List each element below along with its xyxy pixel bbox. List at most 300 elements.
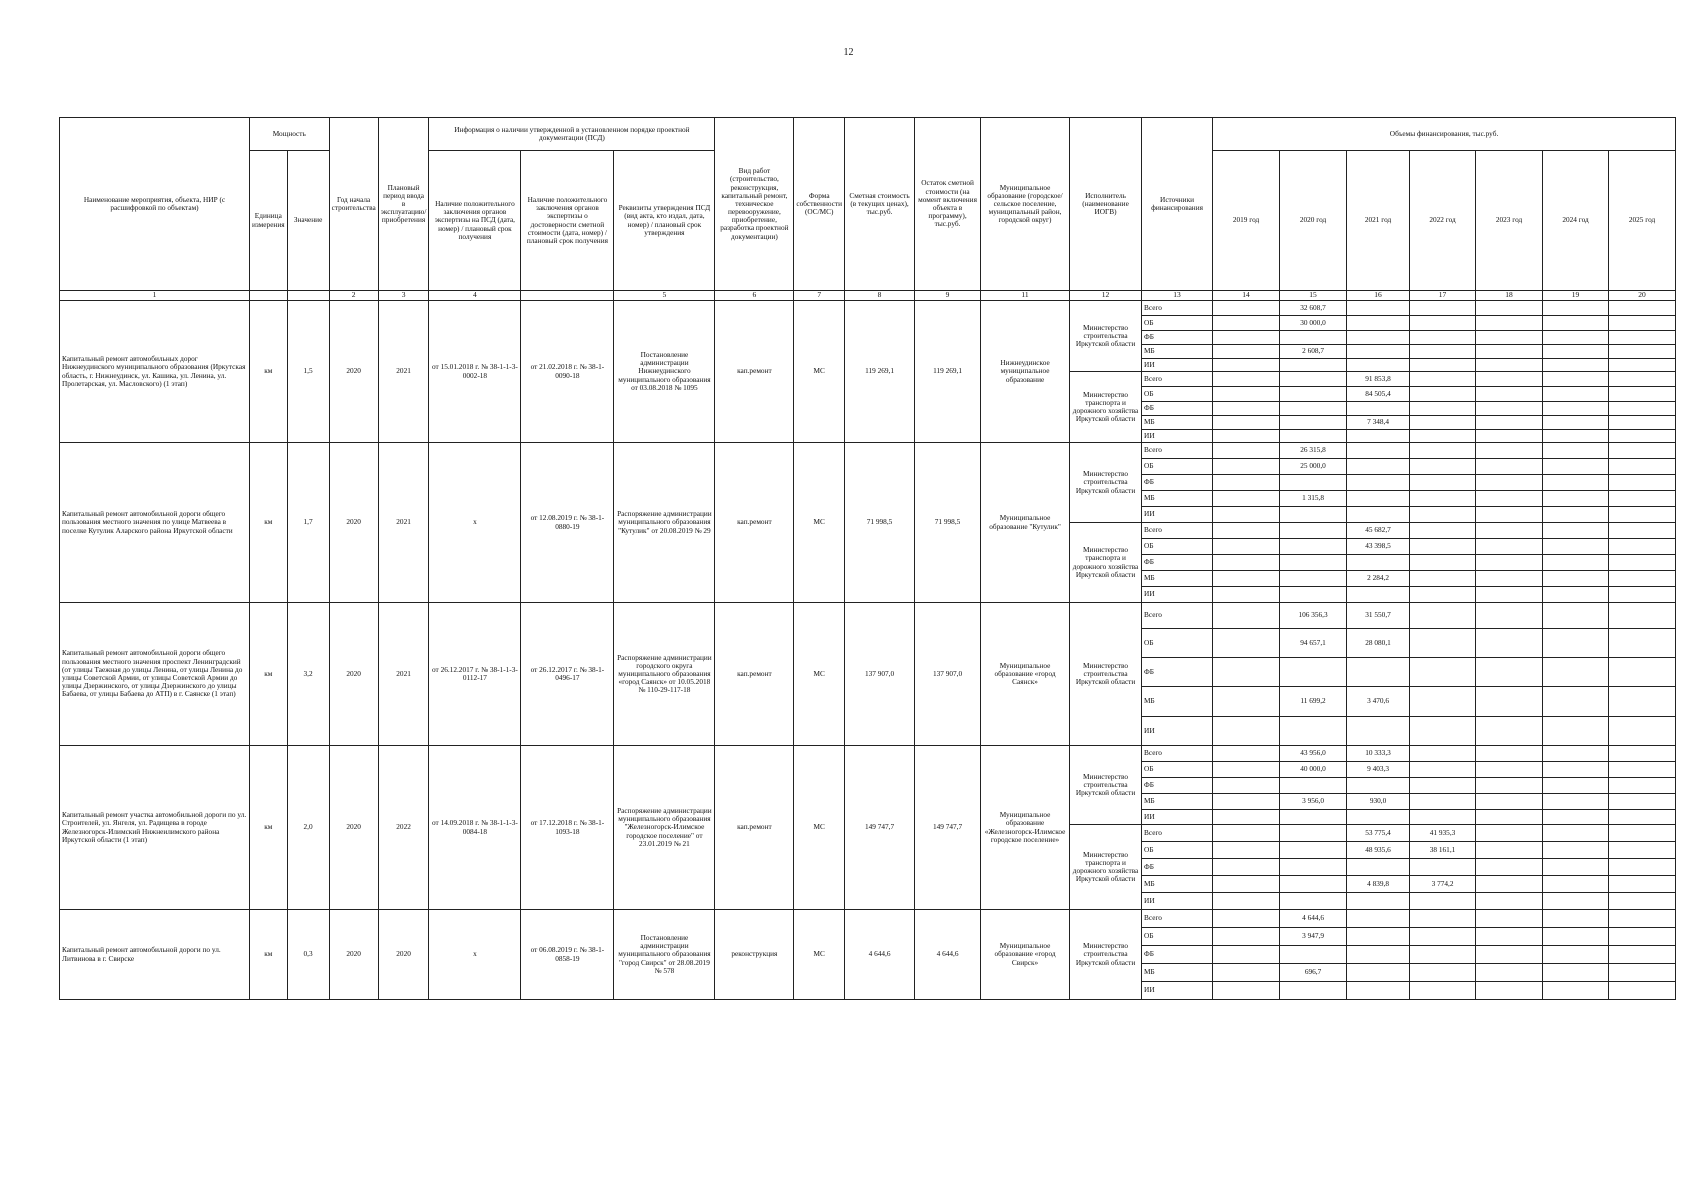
row-cost-expertise: от 17.12.2018 г. № 38-1-1093-18 bbox=[521, 746, 614, 910]
funding-value bbox=[1476, 762, 1543, 778]
funding-value bbox=[1476, 571, 1543, 587]
row-remaining-cost: 149 747,7 bbox=[915, 746, 981, 910]
header-sources: Источники финансирования bbox=[1142, 118, 1213, 291]
header-start-year: Год начала строительства bbox=[329, 118, 378, 291]
row-approval: Постановление администрации Нижнеудинского муниципального образования от 03.08.2018 № 1095 bbox=[614, 301, 715, 443]
header-funding: Объемы финансирования, тыс.руб. bbox=[1213, 118, 1676, 151]
row-name: Капитальный ремонт автомобильной дороги по ул. Литвинова в г. Свирске bbox=[60, 910, 250, 1000]
header-year: 2025 год bbox=[1609, 151, 1676, 291]
funding-value bbox=[1213, 301, 1280, 316]
header-executor: Исполнитель (наименование ИОГВ) bbox=[1070, 118, 1142, 291]
funding-value bbox=[1609, 402, 1676, 416]
funding-value bbox=[1543, 876, 1609, 893]
funding-value: 53 775,4 bbox=[1347, 825, 1410, 842]
funding-value bbox=[1609, 910, 1676, 928]
funding-value bbox=[1213, 443, 1280, 459]
source-label: ФБ bbox=[1142, 946, 1213, 964]
funding-value bbox=[1347, 810, 1410, 825]
funding-value: 91 853,8 bbox=[1347, 372, 1410, 387]
funding-value bbox=[1476, 825, 1543, 842]
source-label: Всего bbox=[1142, 301, 1213, 316]
row-start-year: 2020 bbox=[329, 443, 378, 603]
funding-value bbox=[1347, 778, 1410, 794]
funding-value bbox=[1347, 491, 1410, 507]
row-unit: км bbox=[250, 603, 288, 746]
funding-value bbox=[1543, 331, 1609, 345]
funding-value bbox=[1543, 658, 1609, 687]
funding-value bbox=[1410, 416, 1476, 430]
funding-value bbox=[1213, 842, 1280, 859]
funding-value bbox=[1213, 687, 1280, 717]
funding-value bbox=[1213, 571, 1280, 587]
funding-value: 3 947,9 bbox=[1280, 928, 1347, 946]
funding-value bbox=[1543, 982, 1609, 1000]
funding-value bbox=[1213, 331, 1280, 345]
row-estimated-cost: 71 998,5 bbox=[845, 443, 915, 603]
row-approval: Распоряжение администрации городского округа муниципального образования «город Саянск» от 10.05.2018 № 110-29-117-18 bbox=[614, 603, 715, 746]
funding-value bbox=[1213, 762, 1280, 778]
funding-value bbox=[1476, 372, 1543, 387]
funding-value: 31 550,7 bbox=[1347, 603, 1410, 629]
funding-value bbox=[1280, 372, 1347, 387]
funding-value bbox=[1609, 825, 1676, 842]
funding-value bbox=[1347, 587, 1410, 603]
source-label: ФБ bbox=[1142, 778, 1213, 794]
header-ownership: Форма собственности (ОС/МС) bbox=[794, 118, 845, 291]
row-estimated-cost: 149 747,7 bbox=[845, 746, 915, 910]
source-label: ИИ bbox=[1142, 893, 1213, 910]
source-label: МБ bbox=[1142, 794, 1213, 810]
row-municipality: Муниципальное образование «город Саянск» bbox=[981, 603, 1070, 746]
funding-value: 4 644,6 bbox=[1280, 910, 1347, 928]
header-year: 2019 год bbox=[1213, 151, 1280, 291]
funding-value bbox=[1280, 893, 1347, 910]
funding-value bbox=[1410, 893, 1476, 910]
funding-value bbox=[1609, 459, 1676, 475]
funding-value bbox=[1609, 746, 1676, 762]
row-value: 0,3 bbox=[287, 910, 329, 1000]
header-psd-expertise: Наличие положительного заключения органов экспертизы на ПСД (дата, номер) / плановый срок получения bbox=[429, 151, 521, 291]
funding-value bbox=[1347, 331, 1410, 345]
funding-value bbox=[1476, 794, 1543, 810]
funding-value: 106 356,3 bbox=[1280, 603, 1347, 629]
row-start-year: 2020 bbox=[329, 910, 378, 1000]
row-psd-expertise: х bbox=[429, 910, 521, 1000]
funding-value bbox=[1280, 876, 1347, 893]
row-remaining-cost: 71 998,5 bbox=[915, 443, 981, 603]
funding-value bbox=[1609, 893, 1676, 910]
funding-value bbox=[1280, 416, 1347, 430]
source-label: МБ bbox=[1142, 416, 1213, 430]
row-executor: Министерство строительства Иркутской области bbox=[1070, 603, 1142, 746]
row-value: 1,7 bbox=[287, 443, 329, 603]
funding-value bbox=[1543, 587, 1609, 603]
funding-value: 28 080,1 bbox=[1347, 629, 1410, 658]
funding-value bbox=[1213, 859, 1280, 876]
funding-value bbox=[1347, 658, 1410, 687]
funding-value bbox=[1213, 876, 1280, 893]
funding-value bbox=[1476, 810, 1543, 825]
source-label: ИИ bbox=[1142, 430, 1213, 443]
funding-value bbox=[1280, 842, 1347, 859]
header-estimated-cost: Сметная стоимость (в текущих ценах), тыс.руб. bbox=[845, 118, 915, 291]
funding-value bbox=[1543, 402, 1609, 416]
header-psd-info: Информация о наличии утвержденной в установленном порядке проектной документации (ПСД) bbox=[429, 118, 715, 151]
row-remaining-cost: 119 269,1 bbox=[915, 301, 981, 443]
funding-value: 3 470,6 bbox=[1347, 687, 1410, 717]
funding-value bbox=[1347, 946, 1410, 964]
funding-value bbox=[1476, 603, 1543, 629]
column-number bbox=[287, 291, 329, 301]
funding-value bbox=[1347, 443, 1410, 459]
source-label: Всего bbox=[1142, 825, 1213, 842]
funding-value bbox=[1410, 859, 1476, 876]
funding-value bbox=[1410, 372, 1476, 387]
column-number: 13 bbox=[1142, 291, 1213, 301]
funding-value bbox=[1543, 345, 1609, 359]
column-number bbox=[521, 291, 614, 301]
funding-value bbox=[1476, 491, 1543, 507]
funding-value bbox=[1476, 658, 1543, 687]
funding-value bbox=[1213, 946, 1280, 964]
funding-value bbox=[1543, 762, 1609, 778]
row-executor: Министерство строительства Иркутской области bbox=[1070, 443, 1142, 523]
funding-value bbox=[1609, 876, 1676, 893]
funding-value bbox=[1347, 316, 1410, 331]
row-ownership: МС bbox=[794, 443, 845, 603]
source-label: ИИ bbox=[1142, 982, 1213, 1000]
funding-value bbox=[1410, 459, 1476, 475]
source-label: Всего bbox=[1142, 746, 1213, 762]
funding-value bbox=[1609, 762, 1676, 778]
column-number: 19 bbox=[1543, 291, 1609, 301]
funding-value: 4 839,8 bbox=[1347, 876, 1410, 893]
source-label: ИИ bbox=[1142, 810, 1213, 825]
funding-value bbox=[1609, 491, 1676, 507]
funding-value: 30 000,0 bbox=[1280, 316, 1347, 331]
funding-value bbox=[1213, 982, 1280, 1000]
funding-value bbox=[1347, 982, 1410, 1000]
funding-value bbox=[1609, 372, 1676, 387]
row-estimated-cost: 4 644,6 bbox=[845, 910, 915, 1000]
source-label: МБ bbox=[1142, 876, 1213, 893]
funding-value bbox=[1410, 603, 1476, 629]
column-number bbox=[250, 291, 288, 301]
funding-value bbox=[1410, 316, 1476, 331]
funding-value bbox=[1543, 629, 1609, 658]
funding-value bbox=[1543, 810, 1609, 825]
funding-value bbox=[1543, 443, 1609, 459]
funding-value bbox=[1543, 794, 1609, 810]
funding-value bbox=[1476, 946, 1543, 964]
funding-value bbox=[1410, 571, 1476, 587]
funding-value: 40 000,0 bbox=[1280, 762, 1347, 778]
funding-value bbox=[1213, 778, 1280, 794]
funding-value bbox=[1347, 893, 1410, 910]
source-label: Всего bbox=[1142, 910, 1213, 928]
funding-value bbox=[1476, 523, 1543, 539]
funding-value: 2 284,2 bbox=[1347, 571, 1410, 587]
funding-value bbox=[1213, 587, 1280, 603]
funding-value bbox=[1213, 507, 1280, 523]
source-label: ФБ bbox=[1142, 658, 1213, 687]
column-number: 17 bbox=[1410, 291, 1476, 301]
funding-value bbox=[1213, 629, 1280, 658]
funding-value bbox=[1410, 587, 1476, 603]
row-municipality: Муниципальное образование "Кутулик" bbox=[981, 443, 1070, 603]
funding-value bbox=[1543, 316, 1609, 331]
funding-value bbox=[1280, 825, 1347, 842]
source-label: ОБ bbox=[1142, 387, 1213, 402]
funding-value bbox=[1609, 946, 1676, 964]
funding-value bbox=[1543, 842, 1609, 859]
funding-value bbox=[1410, 331, 1476, 345]
funding-value bbox=[1280, 717, 1347, 746]
column-number: 15 bbox=[1280, 291, 1347, 301]
row-ownership: МС bbox=[794, 910, 845, 1000]
funding-value bbox=[1543, 946, 1609, 964]
header-psd-approval: Реквизиты утверждения ПСД (вид акта, кто издал, дата, номер) / плановый срок утверждения bbox=[614, 151, 715, 291]
source-label: ФБ bbox=[1142, 555, 1213, 571]
funding-value bbox=[1543, 387, 1609, 402]
funding-value bbox=[1213, 345, 1280, 359]
funding-value bbox=[1609, 928, 1676, 946]
column-number: 11 bbox=[981, 291, 1070, 301]
table-row bbox=[60, 603, 1676, 629]
source-label: ИИ bbox=[1142, 507, 1213, 523]
funding-value bbox=[1410, 910, 1476, 928]
funding-value bbox=[1476, 316, 1543, 331]
header-capacity: Мощность bbox=[250, 118, 330, 151]
row-executor: Министерство строительства Иркутской области bbox=[1070, 910, 1142, 1000]
funding-value: 43 398,5 bbox=[1347, 539, 1410, 555]
funding-value bbox=[1609, 842, 1676, 859]
row-cost-expertise: от 21.02.2018 г. № 38-1-0090-18 bbox=[521, 301, 614, 443]
funding-value bbox=[1609, 430, 1676, 443]
funding-value bbox=[1543, 491, 1609, 507]
column-number: 14 bbox=[1213, 291, 1280, 301]
funding-value bbox=[1609, 539, 1676, 555]
column-number: 6 bbox=[715, 291, 794, 301]
funding-value bbox=[1609, 443, 1676, 459]
funding-value bbox=[1543, 359, 1609, 372]
funding-value bbox=[1410, 778, 1476, 794]
funding-value bbox=[1410, 964, 1476, 982]
source-label: ФБ bbox=[1142, 475, 1213, 491]
funding-value bbox=[1410, 629, 1476, 658]
funding-value bbox=[1280, 859, 1347, 876]
funding-value bbox=[1543, 555, 1609, 571]
funding-value bbox=[1609, 982, 1676, 1000]
funding-value bbox=[1476, 416, 1543, 430]
funding-value bbox=[1543, 746, 1609, 762]
funding-value bbox=[1476, 539, 1543, 555]
funding-value bbox=[1410, 982, 1476, 1000]
source-label: МБ bbox=[1142, 964, 1213, 982]
source-label: ИИ bbox=[1142, 717, 1213, 746]
row-unit: км bbox=[250, 443, 288, 603]
funding-value bbox=[1213, 539, 1280, 555]
funding-value bbox=[1609, 810, 1676, 825]
row-work-type: кап.ремонт bbox=[715, 443, 794, 603]
row-name: Капитальный ремонт участка автомобильной дороги по ул. Строителей, ул. Янгеля, ул. Радищева в городе Железногорск-Илимский Нижнеилимского района Иркутской области (1 этап) bbox=[60, 746, 250, 910]
funding-value bbox=[1609, 331, 1676, 345]
funding-value bbox=[1347, 964, 1410, 982]
source-label: ФБ bbox=[1142, 331, 1213, 345]
funding-value bbox=[1609, 555, 1676, 571]
funding-value bbox=[1609, 658, 1676, 687]
funding-value bbox=[1543, 778, 1609, 794]
funding-value bbox=[1609, 387, 1676, 402]
funding-value bbox=[1347, 301, 1410, 316]
funding-value: 3 774,2 bbox=[1410, 876, 1476, 893]
row-name: Капитальный ремонт автомобильной дороги общего пользования местного значения по улице Матвеева в поселке Кутулик Аларского района Иркутской области bbox=[60, 443, 250, 603]
funding-value bbox=[1213, 359, 1280, 372]
funding-value bbox=[1609, 359, 1676, 372]
funding-value bbox=[1410, 555, 1476, 571]
funding-value bbox=[1280, 359, 1347, 372]
funding-value bbox=[1280, 507, 1347, 523]
source-label: ОБ bbox=[1142, 459, 1213, 475]
header-work-type: Вид работ (строительство, реконструкция, капитальный ремонт, техническое перевооружение, приобретение, разработка проектной документации) bbox=[715, 118, 794, 291]
source-label: ОБ bbox=[1142, 316, 1213, 331]
funding-value bbox=[1280, 778, 1347, 794]
funding-value bbox=[1213, 387, 1280, 402]
row-start-year: 2020 bbox=[329, 603, 378, 746]
funding-value: 45 682,7 bbox=[1347, 523, 1410, 539]
funding-value bbox=[1476, 331, 1543, 345]
funding-value bbox=[1543, 964, 1609, 982]
source-label: МБ bbox=[1142, 345, 1213, 359]
source-label: ФБ bbox=[1142, 402, 1213, 416]
funding-value bbox=[1609, 717, 1676, 746]
funding-value bbox=[1280, 982, 1347, 1000]
funding-value bbox=[1213, 794, 1280, 810]
funding-value bbox=[1609, 345, 1676, 359]
funding-value bbox=[1410, 507, 1476, 523]
column-number: 9 bbox=[915, 291, 981, 301]
funding-value bbox=[1280, 555, 1347, 571]
row-name: Капитальный ремонт автомобильных дорог Нижнеудинского муниципального образования (Иркутская область, г. Нижнеудинск, ул. Кашика, ул. Ленина, ул. Пролетарская, ул. Масловского) (1 этап) bbox=[60, 301, 250, 443]
funding-value bbox=[1410, 430, 1476, 443]
funding-value bbox=[1410, 301, 1476, 316]
funding-value bbox=[1476, 910, 1543, 928]
source-label: Всего bbox=[1142, 372, 1213, 387]
row-period: 2021 bbox=[378, 603, 429, 746]
row-value: 3,2 bbox=[287, 603, 329, 746]
column-number: 5 bbox=[614, 291, 715, 301]
funding-value bbox=[1280, 523, 1347, 539]
source-label: МБ bbox=[1142, 571, 1213, 587]
funding-value bbox=[1476, 402, 1543, 416]
funding-value bbox=[1347, 555, 1410, 571]
funding-value bbox=[1609, 859, 1676, 876]
funding-value bbox=[1543, 717, 1609, 746]
funding-value bbox=[1280, 571, 1347, 587]
funding-value bbox=[1609, 416, 1676, 430]
row-executor: Министерство строительства Иркутской области bbox=[1070, 301, 1142, 372]
funding-value bbox=[1476, 893, 1543, 910]
funding-value bbox=[1410, 810, 1476, 825]
column-number: 3 bbox=[378, 291, 429, 301]
funding-value bbox=[1543, 859, 1609, 876]
row-period: 2021 bbox=[378, 301, 429, 443]
header-name: Наименование мероприятия, объекта, НИР (с расшифровкой по объектам) bbox=[60, 118, 250, 291]
row-executor: Министерство транспорта и дорожного хозяйства Иркутской области bbox=[1070, 372, 1142, 443]
funding-value bbox=[1543, 372, 1609, 387]
column-number: 7 bbox=[794, 291, 845, 301]
row-ownership: МС bbox=[794, 301, 845, 443]
funding-value: 2 608,7 bbox=[1280, 345, 1347, 359]
funding-value bbox=[1410, 539, 1476, 555]
funding-value bbox=[1410, 762, 1476, 778]
source-label: ИИ bbox=[1142, 587, 1213, 603]
funding-value bbox=[1410, 928, 1476, 946]
row-municipality: Нижнеудинское муниципальное образование bbox=[981, 301, 1070, 443]
funding-value bbox=[1213, 372, 1280, 387]
table-row bbox=[60, 910, 1676, 928]
funding-value bbox=[1609, 687, 1676, 717]
funding-value bbox=[1476, 629, 1543, 658]
row-period: 2021 bbox=[378, 443, 429, 603]
source-label: ФБ bbox=[1142, 859, 1213, 876]
financing-table bbox=[59, 117, 1676, 1000]
funding-value bbox=[1609, 523, 1676, 539]
funding-value bbox=[1476, 507, 1543, 523]
source-label: ОБ bbox=[1142, 629, 1213, 658]
funding-value bbox=[1609, 507, 1676, 523]
row-approval: Постановление администрации муниципального образования "город Свирск" от 28.08.2019 № 578 bbox=[614, 910, 715, 1000]
funding-value bbox=[1609, 778, 1676, 794]
funding-value bbox=[1543, 928, 1609, 946]
funding-value bbox=[1410, 523, 1476, 539]
funding-value bbox=[1543, 301, 1609, 316]
row-cost-expertise: от 26.12.2017 г. № 38-1-0496-17 bbox=[521, 603, 614, 746]
funding-value bbox=[1213, 810, 1280, 825]
funding-value bbox=[1213, 459, 1280, 475]
row-psd-expertise: от 26.12.2017 г. № 38-1-1-3-0112-17 bbox=[429, 603, 521, 746]
funding-value bbox=[1543, 430, 1609, 443]
row-work-type: кап.ремонт bbox=[715, 301, 794, 443]
funding-value bbox=[1410, 443, 1476, 459]
row-unit: км bbox=[250, 746, 288, 910]
row-value: 1,5 bbox=[287, 301, 329, 443]
funding-value bbox=[1280, 331, 1347, 345]
funding-value: 3 956,0 bbox=[1280, 794, 1347, 810]
source-label: ИИ bbox=[1142, 359, 1213, 372]
funding-value bbox=[1410, 402, 1476, 416]
funding-value bbox=[1213, 402, 1280, 416]
funding-value bbox=[1410, 794, 1476, 810]
row-executor: Министерство транспорта и дорожного хозяйства Иркутской области bbox=[1070, 523, 1142, 603]
funding-value bbox=[1543, 603, 1609, 629]
table-row bbox=[60, 443, 1676, 459]
funding-value bbox=[1476, 301, 1543, 316]
row-work-type: кап.ремонт bbox=[715, 746, 794, 910]
header-year: 2024 год bbox=[1543, 151, 1609, 291]
funding-value bbox=[1476, 359, 1543, 372]
funding-value bbox=[1476, 475, 1543, 491]
funding-value bbox=[1213, 416, 1280, 430]
funding-value bbox=[1280, 658, 1347, 687]
funding-value bbox=[1213, 603, 1280, 629]
funding-value bbox=[1476, 555, 1543, 571]
funding-value bbox=[1609, 301, 1676, 316]
funding-value bbox=[1410, 345, 1476, 359]
funding-value bbox=[1410, 491, 1476, 507]
funding-value bbox=[1280, 430, 1347, 443]
row-cost-expertise: от 06.08.2019 г. № 38-1-0858-19 bbox=[521, 910, 614, 1000]
